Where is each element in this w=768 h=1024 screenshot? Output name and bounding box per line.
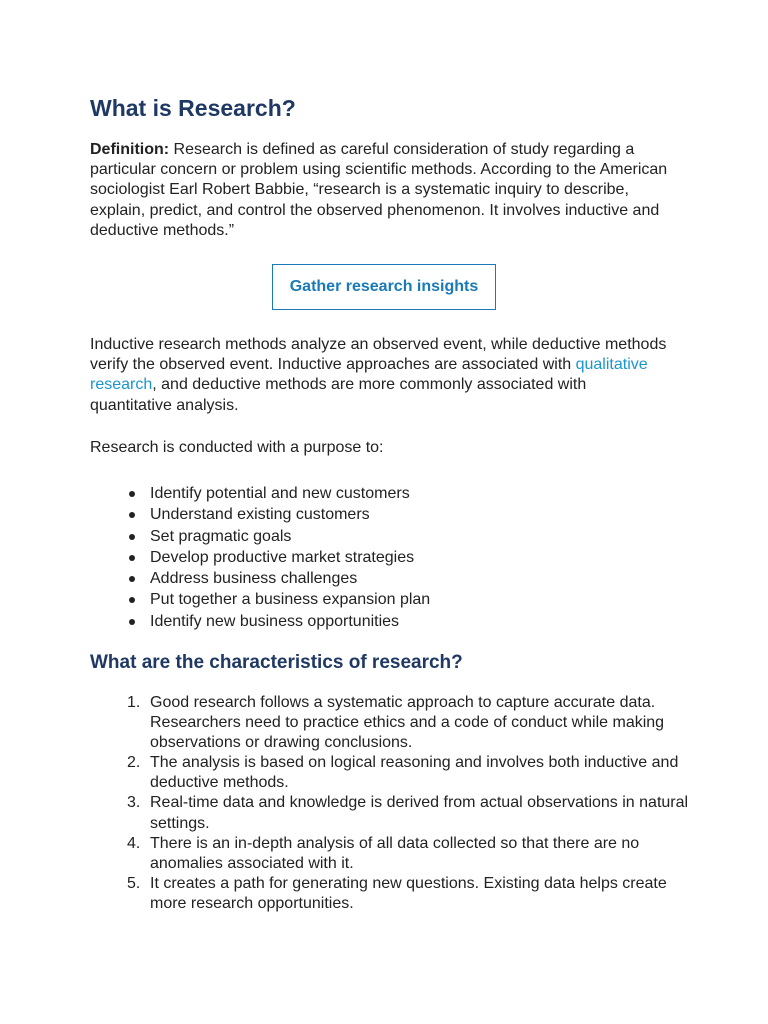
purpose-list [90,483,430,632]
list-item [90,504,430,525]
section-heading-characteristics: What are the characteristics of research? [90,652,463,673]
list-number: 4. [127,834,141,852]
bullet-icon [129,512,135,518]
bullet-icon [129,576,135,582]
definition-label: Definition: [90,141,170,158]
list-item-text: Identify potential and new customers [150,485,410,502]
list-item [90,547,430,568]
qualitative-research-link[interactable]: qualitative research [90,356,648,394]
list-item-text: The analysis is based on logical reasoning and involves both inductive and deductive methods. [150,754,679,792]
list-item [90,793,690,833]
list-number: 2. [127,754,141,772]
list-item [90,753,690,793]
bullet-icon [129,491,135,497]
list-item [90,611,430,632]
list-item-text: Address business challenges [150,570,358,588]
definition-text: Research is defined as careful consideration of study regarding a particular concern or problem using scientific methods. According to the American sociologist Earl Robert Babbie, “research is a systematic inquiry to describe, explain, predict, and control the observed phenomenon. It involves inductive and deductive methods.” [90,141,668,239]
bullet-icon [129,555,135,561]
list-item-text: Understand existing customers [150,506,370,524]
list-item [90,589,430,610]
inductive-text-before: Inductive research methods analyze an observed event, while deductive methods verify the observed event. Inductive approaches are associated with [90,336,667,374]
gather-research-insights-button[interactable]: Gather research insights [272,264,496,310]
list-item [90,874,690,914]
list-item-text: Develop productive market strategies [150,548,415,566]
list-item-text: Set pragmatic goals [150,527,292,545]
list-item [90,526,430,547]
list-item [90,568,430,589]
list-item [90,693,690,753]
list-item [90,834,690,874]
list-item-text: It creates a path for generating new questions. Existing data helps create more research opportunities. [150,874,667,912]
list-item-text: Put together a business expansion plan [150,591,431,609]
page-title: What is Research? [90,95,296,121]
definition-paragraph [90,140,680,241]
characteristics-list [90,693,690,914]
list-number: 1. [127,694,141,711]
list-item-text: Good research follows a systematic approach to capture accurate data. Researchers need to practice ethics and a code of conduct while making observations or drawing conclusions. [150,694,665,752]
bullet-icon [129,619,135,625]
bullet-icon [129,597,135,603]
purpose-intro: Research is conducted with a purpose to: [90,439,384,456]
list-item [90,483,430,504]
list-item-text: There is an in-depth analysis of all data collected so that there are no anomalies associated with it. [150,834,640,872]
inductive-paragraph [90,335,670,416]
inductive-text-after: , and deductive methods are more commonly associated with quantitative analysis. [90,376,587,414]
bullet-icon [129,534,135,540]
list-item-text: Real-time data and knowledge is derived from actual observations in natural settings. [150,794,689,832]
list-number: 5. [127,874,141,892]
list-item-text: Identify new business opportunities [150,612,400,630]
list-number: 3. [127,794,141,812]
